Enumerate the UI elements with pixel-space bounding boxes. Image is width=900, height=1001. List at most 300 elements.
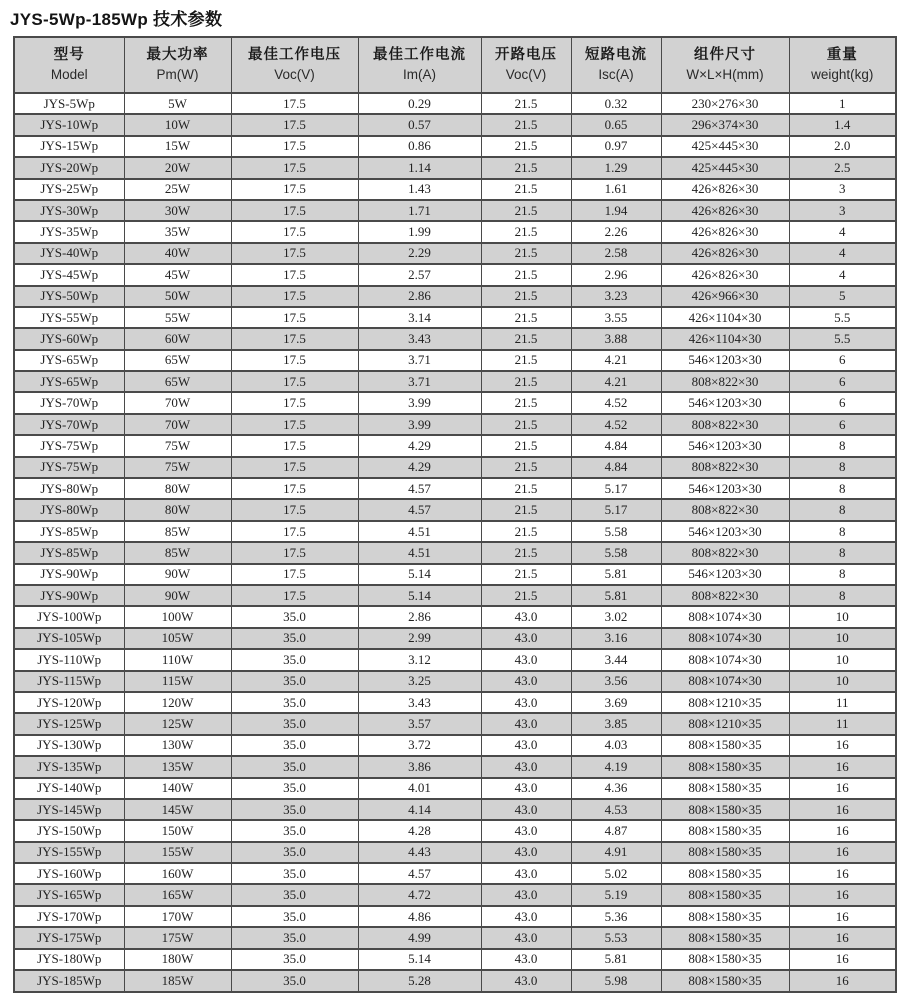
table-cell: JYS-110Wp <box>14 649 124 670</box>
table-cell: 425×445×30 <box>661 136 789 157</box>
table-row <box>14 671 896 692</box>
table-cell: JYS-70Wp <box>14 392 124 413</box>
table-cell: JYS-25Wp <box>14 179 124 200</box>
table-cell: 21.5 <box>481 350 571 371</box>
table-cell: JYS-140Wp <box>14 778 124 799</box>
table-row <box>14 628 896 649</box>
table-cell: 2.86 <box>358 606 481 627</box>
table-cell: 60W <box>124 328 231 349</box>
table-cell: 3.69 <box>571 692 661 713</box>
table-cell: 2.86 <box>358 286 481 307</box>
column-header-optimal-current <box>358 37 481 93</box>
table-cell: 808×1210×35 <box>661 692 789 713</box>
table-cell: 17.5 <box>231 499 358 520</box>
table-cell: 3.99 <box>358 392 481 413</box>
table-cell: 43.0 <box>481 628 571 649</box>
table-cell: 35.0 <box>231 671 358 692</box>
table-cell: 546×1203×30 <box>661 350 789 371</box>
table-row <box>14 157 896 178</box>
table-cell: JYS-90Wp <box>14 564 124 585</box>
table-cell: 65W <box>124 371 231 392</box>
table-cell: 17.5 <box>231 136 358 157</box>
table-cell: 16 <box>789 756 896 777</box>
table-cell: 135W <box>124 756 231 777</box>
table-cell: 4.21 <box>571 350 661 371</box>
table-cell: 3.43 <box>358 328 481 349</box>
column-header-optimal-current-zh: 最佳工作电流 <box>373 46 466 63</box>
table-cell: 546×1203×30 <box>661 435 789 456</box>
table-cell: 16 <box>789 927 896 948</box>
table-cell: 3.55 <box>571 307 661 328</box>
table-cell: 35.0 <box>231 799 358 820</box>
table-cell: JYS-75Wp <box>14 457 124 478</box>
table-cell: JYS-175Wp <box>14 927 124 948</box>
table-cell: 17.5 <box>231 221 358 242</box>
table-cell: 4.57 <box>358 863 481 884</box>
table-row <box>14 842 896 863</box>
column-header-short-circuit-current <box>571 37 661 93</box>
table-cell: 1 <box>789 93 896 114</box>
table-cell: 21.5 <box>481 542 571 563</box>
table-cell: 4.72 <box>358 884 481 905</box>
column-header-module-size-zh: 组件尺寸 <box>694 46 756 63</box>
table-cell: 43.0 <box>481 970 571 992</box>
table-cell: 808×1580×35 <box>661 970 789 992</box>
table-cell: 21.5 <box>481 414 571 435</box>
table-cell: 4.43 <box>358 842 481 863</box>
table-row <box>14 179 896 200</box>
column-header-model-en: Model <box>50 67 88 83</box>
table-cell: 5.5 <box>789 307 896 328</box>
table-cell: 546×1203×30 <box>661 564 789 585</box>
table-cell: JYS-150Wp <box>14 820 124 841</box>
table-row <box>14 799 896 820</box>
table-cell: JYS-155Wp <box>14 842 124 863</box>
table-cell: 2.57 <box>358 264 481 285</box>
table-cell: JYS-165Wp <box>14 884 124 905</box>
table-cell: 21.5 <box>481 286 571 307</box>
table-row <box>14 93 896 114</box>
table-cell: 8 <box>789 457 896 478</box>
table-cell: JYS-70Wp <box>14 414 124 435</box>
table-cell: 2.26 <box>571 221 661 242</box>
table-cell: JYS-180Wp <box>14 949 124 970</box>
table-cell: 4.84 <box>571 435 661 456</box>
table-cell: 175W <box>124 927 231 948</box>
table-cell: 1.99 <box>358 221 481 242</box>
table-cell: JYS-135Wp <box>14 756 124 777</box>
table-cell: 145W <box>124 799 231 820</box>
table-cell: 4.19 <box>571 756 661 777</box>
table-cell: 43.0 <box>481 949 571 970</box>
table-cell: 10 <box>789 671 896 692</box>
table-cell: 120W <box>124 692 231 713</box>
column-header-module-size <box>661 37 789 93</box>
table-cell: JYS-185Wp <box>14 970 124 992</box>
table-cell: 35.0 <box>231 927 358 948</box>
table-cell: 100W <box>124 606 231 627</box>
table-cell: 35W <box>124 221 231 242</box>
table-cell: 425×445×30 <box>661 157 789 178</box>
table-cell: 21.5 <box>481 328 571 349</box>
table-cell: 10 <box>789 606 896 627</box>
table-cell: 5.36 <box>571 906 661 927</box>
table-cell: 808×1580×35 <box>661 927 789 948</box>
table-row <box>14 136 896 157</box>
table-row <box>14 542 896 563</box>
table-cell: 65W <box>124 350 231 371</box>
table-cell: 808×822×30 <box>661 542 789 563</box>
table-row <box>14 692 896 713</box>
table-cell: 5.17 <box>571 478 661 499</box>
table-cell: 43.0 <box>481 778 571 799</box>
table-cell: 808×1580×35 <box>661 735 789 756</box>
table-cell: 808×822×30 <box>661 457 789 478</box>
table-cell: 17.5 <box>231 521 358 542</box>
table-row <box>14 200 896 221</box>
column-header-short-circuit-current-en: Isc(A) <box>598 67 634 83</box>
column-header-model-zh: 型号 <box>53 46 85 63</box>
table-row <box>14 307 896 328</box>
table-cell: JYS-160Wp <box>14 863 124 884</box>
table-cell: 6 <box>789 350 896 371</box>
table-cell: 8 <box>789 521 896 542</box>
table-cell: 2.5 <box>789 157 896 178</box>
table-cell: 0.97 <box>571 136 661 157</box>
table-cell: JYS-40Wp <box>14 243 124 264</box>
table-cell: 17.5 <box>231 328 358 349</box>
table-cell: 43.0 <box>481 863 571 884</box>
table-cell: 3.99 <box>358 414 481 435</box>
table-cell: 21.5 <box>481 521 571 542</box>
table-cell: 5.98 <box>571 970 661 992</box>
table-cell: 2.96 <box>571 264 661 285</box>
table-cell: 20W <box>124 157 231 178</box>
table-cell: JYS-10Wp <box>14 114 124 135</box>
table-cell: JYS-90Wp <box>14 585 124 606</box>
table-cell: 21.5 <box>481 200 571 221</box>
table-cell: 17.5 <box>231 93 358 114</box>
table-cell: JYS-50Wp <box>14 286 124 307</box>
table-cell: 43.0 <box>481 606 571 627</box>
table-cell: 808×1074×30 <box>661 649 789 670</box>
table-cell: 16 <box>789 778 896 799</box>
table-cell: 130W <box>124 735 231 756</box>
table-row <box>14 392 896 413</box>
table-row <box>14 927 896 948</box>
table-cell: JYS-170Wp <box>14 906 124 927</box>
table-cell: 43.0 <box>481 820 571 841</box>
table-cell: 1.71 <box>358 200 481 221</box>
table-cell: 35.0 <box>231 606 358 627</box>
table-cell: 35.0 <box>231 863 358 884</box>
table-cell: 16 <box>789 970 896 992</box>
column-header-weight-en: weight(kg) <box>811 67 874 83</box>
table-cell: JYS-80Wp <box>14 478 124 499</box>
table-cell: 1.94 <box>571 200 661 221</box>
table-cell: 3.71 <box>358 350 481 371</box>
table-row <box>14 457 896 478</box>
table-cell: JYS-15Wp <box>14 136 124 157</box>
table-cell: 6 <box>789 392 896 413</box>
table-cell: 5.02 <box>571 863 661 884</box>
table-cell: 17.5 <box>231 392 358 413</box>
column-header-max-power <box>124 37 231 93</box>
table-cell: 3.56 <box>571 671 661 692</box>
table-cell: 43.0 <box>481 884 571 905</box>
table-cell: 426×1104×30 <box>661 328 789 349</box>
table-cell: 16 <box>789 906 896 927</box>
table-cell: 3 <box>789 179 896 200</box>
table-cell: 43.0 <box>481 735 571 756</box>
table-cell: 17.5 <box>231 435 358 456</box>
table-cell: 17.5 <box>231 157 358 178</box>
table-row <box>14 778 896 799</box>
table-cell: 21.5 <box>481 243 571 264</box>
table-cell: 1.4 <box>789 114 896 135</box>
table-cell: 115W <box>124 671 231 692</box>
spec-table-body <box>14 93 896 992</box>
column-header-open-circuit-voltage-en: Voc(V) <box>505 67 547 83</box>
table-cell: 21.5 <box>481 179 571 200</box>
table-cell: 140W <box>124 778 231 799</box>
table-cell: 3.44 <box>571 649 661 670</box>
table-row <box>14 521 896 542</box>
table-cell: 35.0 <box>231 735 358 756</box>
table-cell: 1.61 <box>571 179 661 200</box>
table-cell: 17.5 <box>231 114 358 135</box>
table-cell: 25W <box>124 179 231 200</box>
table-cell: 90W <box>124 564 231 585</box>
table-cell: JYS-55Wp <box>14 307 124 328</box>
table-cell: 35.0 <box>231 820 358 841</box>
table-cell: 85W <box>124 521 231 542</box>
table-cell: 16 <box>789 863 896 884</box>
table-cell: 426×1104×30 <box>661 307 789 328</box>
column-header-module-size-en: W×L×H(mm) <box>686 67 764 83</box>
column-header-optimal-current-en: Im(A) <box>403 67 436 83</box>
table-cell: 4.84 <box>571 457 661 478</box>
table-cell: JYS-5Wp <box>14 93 124 114</box>
table-cell: 8 <box>789 585 896 606</box>
table-cell: JYS-115Wp <box>14 671 124 692</box>
table-cell: 10W <box>124 114 231 135</box>
table-cell: 35.0 <box>231 649 358 670</box>
table-cell: 35.0 <box>231 692 358 713</box>
table-cell: 21.5 <box>481 564 571 585</box>
table-cell: 21.5 <box>481 93 571 114</box>
table-cell: 5.28 <box>358 970 481 992</box>
table-cell: 11 <box>789 692 896 713</box>
table-cell: 85W <box>124 542 231 563</box>
table-row <box>14 478 896 499</box>
column-header-short-circuit-current-zh: 短路电流 <box>585 46 647 63</box>
table-cell: 0.29 <box>358 93 481 114</box>
table-row <box>14 264 896 285</box>
table-cell: 3.71 <box>358 371 481 392</box>
table-cell: 17.5 <box>231 179 358 200</box>
table-cell: 0.57 <box>358 114 481 135</box>
table-cell: 4.99 <box>358 927 481 948</box>
table-cell: 16 <box>789 842 896 863</box>
table-cell: 70W <box>124 392 231 413</box>
table-cell: 45W <box>124 264 231 285</box>
table-cell: 5.81 <box>571 949 661 970</box>
table-cell: 160W <box>124 863 231 884</box>
table-row <box>14 435 896 456</box>
table-cell: 17.5 <box>231 371 358 392</box>
table-cell: 4.57 <box>358 478 481 499</box>
table-cell: 5W <box>124 93 231 114</box>
table-cell: 5.5 <box>789 328 896 349</box>
table-cell: 4.28 <box>358 820 481 841</box>
column-header-weight-zh: 重量 <box>826 46 858 63</box>
table-cell: 110W <box>124 649 231 670</box>
table-cell: 296×374×30 <box>661 114 789 135</box>
table-cell: 5.19 <box>571 884 661 905</box>
table-cell: JYS-85Wp <box>14 521 124 542</box>
table-cell: 105W <box>124 628 231 649</box>
table-cell: 1.14 <box>358 157 481 178</box>
table-cell: 35.0 <box>231 842 358 863</box>
table-cell: 4.52 <box>571 392 661 413</box>
table-cell: JYS-80Wp <box>14 499 124 520</box>
table-cell: 150W <box>124 820 231 841</box>
table-cell: 2.29 <box>358 243 481 264</box>
table-row <box>14 414 896 435</box>
table-cell: 0.86 <box>358 136 481 157</box>
table-cell: 17.5 <box>231 478 358 499</box>
table-cell: 808×1074×30 <box>661 606 789 627</box>
table-cell: 75W <box>124 457 231 478</box>
column-header-open-circuit-voltage-zh: 开路电压 <box>495 46 557 63</box>
table-cell: 5.14 <box>358 564 481 585</box>
table-cell: 546×1203×30 <box>661 392 789 413</box>
table-row <box>14 649 896 670</box>
table-cell: 35.0 <box>231 970 358 992</box>
table-cell: 43.0 <box>481 649 571 670</box>
table-cell: 40W <box>124 243 231 264</box>
table-row <box>14 756 896 777</box>
table-cell: 4.86 <box>358 906 481 927</box>
table-cell: 808×822×30 <box>661 585 789 606</box>
table-cell: 5.14 <box>358 585 481 606</box>
table-cell: 8 <box>789 478 896 499</box>
table-cell: 21.5 <box>481 264 571 285</box>
table-row <box>14 585 896 606</box>
column-header-optimal-voltage-zh: 最佳工作电压 <box>248 46 341 63</box>
column-header-optimal-voltage-en: Voc(V) <box>274 67 315 83</box>
column-header-optimal-voltage <box>231 37 358 93</box>
table-cell: 55W <box>124 307 231 328</box>
table-cell: 808×1580×35 <box>661 756 789 777</box>
table-row <box>14 735 896 756</box>
table-cell: 35.0 <box>231 628 358 649</box>
table-cell: 11 <box>789 713 896 734</box>
column-header-model <box>14 37 124 93</box>
column-header-max-power-zh: 最大功率 <box>146 46 209 63</box>
table-cell: 808×822×30 <box>661 499 789 520</box>
table-cell: 17.5 <box>231 307 358 328</box>
table-cell: 426×826×30 <box>661 200 789 221</box>
table-cell: 21.5 <box>481 307 571 328</box>
table-cell: 546×1203×30 <box>661 478 789 499</box>
column-header-open-circuit-voltage <box>481 37 571 93</box>
table-cell: 43.0 <box>481 906 571 927</box>
table-cell: 80W <box>124 478 231 499</box>
table-cell: 15W <box>124 136 231 157</box>
table-cell: 16 <box>789 820 896 841</box>
table-cell: JYS-100Wp <box>14 606 124 627</box>
table-cell: 43.0 <box>481 842 571 863</box>
table-cell: 4 <box>789 243 896 264</box>
table-cell: 16 <box>789 735 896 756</box>
table-cell: 43.0 <box>481 799 571 820</box>
table-cell: 426×826×30 <box>661 179 789 200</box>
table-cell: 70W <box>124 414 231 435</box>
table-row <box>14 970 896 992</box>
table-cell: 808×822×30 <box>661 414 789 435</box>
table-cell: JYS-30Wp <box>14 200 124 221</box>
table-cell: 43.0 <box>481 927 571 948</box>
table-cell: 155W <box>124 842 231 863</box>
table-cell: 3.02 <box>571 606 661 627</box>
table-cell: 5.17 <box>571 499 661 520</box>
table-cell: 808×1580×35 <box>661 820 789 841</box>
column-header-max-power-en: Pm(W) <box>156 67 199 83</box>
table-cell: 4.91 <box>571 842 661 863</box>
table-cell: 21.5 <box>481 136 571 157</box>
table-cell: 17.5 <box>231 542 358 563</box>
table-cell: 4.53 <box>571 799 661 820</box>
table-cell: 21.5 <box>481 371 571 392</box>
table-cell: 4.21 <box>571 371 661 392</box>
table-cell: 35.0 <box>231 778 358 799</box>
table-row <box>14 371 896 392</box>
table-cell: 30W <box>124 200 231 221</box>
table-cell: JYS-65Wp <box>14 350 124 371</box>
table-cell: 808×1580×35 <box>661 778 789 799</box>
table-cell: 4.52 <box>571 414 661 435</box>
table-cell: 16 <box>789 949 896 970</box>
table-cell: 4 <box>789 221 896 242</box>
table-cell: 3.57 <box>358 713 481 734</box>
table-cell: 426×966×30 <box>661 286 789 307</box>
table-row <box>14 114 896 135</box>
table-cell: 2.58 <box>571 243 661 264</box>
table-cell: 8 <box>789 542 896 563</box>
table-row <box>14 221 896 242</box>
table-cell: 17.5 <box>231 350 358 371</box>
table-cell: 21.5 <box>481 435 571 456</box>
table-cell: 5 <box>789 286 896 307</box>
table-cell: 3.12 <box>358 649 481 670</box>
table-cell: 3.85 <box>571 713 661 734</box>
table-cell: 808×1074×30 <box>661 628 789 649</box>
table-cell: 17.5 <box>231 200 358 221</box>
table-cell: 1.43 <box>358 179 481 200</box>
table-cell: 6 <box>789 414 896 435</box>
table-cell: 17.5 <box>231 585 358 606</box>
table-cell: 3.16 <box>571 628 661 649</box>
table-cell: JYS-125Wp <box>14 713 124 734</box>
table-row <box>14 564 896 585</box>
table-cell: 4.29 <box>358 435 481 456</box>
table-cell: JYS-75Wp <box>14 435 124 456</box>
table-cell: 10 <box>789 649 896 670</box>
table-row <box>14 863 896 884</box>
table-cell: 3.25 <box>358 671 481 692</box>
